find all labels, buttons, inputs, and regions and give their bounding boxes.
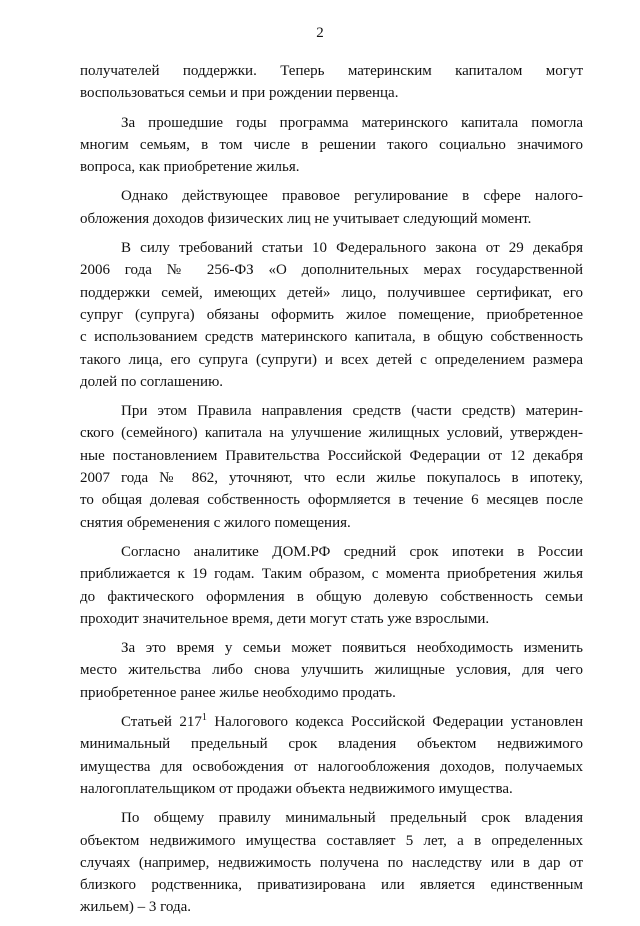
superscript: 1: [201, 712, 207, 724]
text-line: воспользоваться семьи и при рождении первенца.: [80, 85, 399, 102]
text-line: обложения доходов физических лиц не учитывает следующий момент.: [80, 210, 532, 227]
text-line: приобретенное ранее жилье необходимо продать.: [80, 684, 396, 701]
text-line: налогоплательщиком от продажи объекта недвижимого имущества.: [80, 780, 513, 797]
text-line: Согласно аналитике ДОМ.РФ средний срок ипотеки в России: [121, 543, 583, 560]
paragraph: [80, 807, 583, 918]
text-line: ные постановлением Правительства Российской Федерации от 12 декабря: [80, 447, 583, 464]
paragraph: [80, 237, 583, 393]
text-line: жильем) – 3 года.: [80, 899, 191, 916]
text-line: В силу требований статьи 10 Федерального закона от 29 декабря: [121, 240, 583, 257]
document-body: [80, 60, 583, 926]
text-line: минимальный предельный срок владения объектом недвижимого: [80, 736, 583, 753]
text-line: [80, 711, 583, 733]
text-line: По общему правилу минимальный предельный срок владения: [121, 810, 583, 827]
text-line: снятия обременения с жилого помещения.: [80, 514, 351, 531]
text-line: то общая долевая собственность оформляется в течение 6 месяцев после: [80, 492, 583, 509]
paragraph: [80, 711, 583, 800]
text-line: поддержки семей, имеющих детей» лицо, получившее сертификат, его: [80, 284, 583, 301]
text-line: имущества для освобождения от налогообложения доходов, получаемых: [80, 758, 583, 775]
text-line: приближается к 19 годам. Таким образом, с момента приобретения жилья: [80, 566, 583, 583]
page-number: 2: [316, 25, 324, 41]
text-line: объектом недвижимого имущества составляет 5 лет, а в определенных: [80, 832, 583, 849]
text-line: случаях (например, недвижимость получена по наследству или в дар от: [80, 854, 583, 871]
text-line: до фактического оформления в общую долевую собственность семьи: [80, 588, 583, 605]
text-line: близкого родственника, приватизирована или является единственным: [80, 877, 583, 894]
text-line: ского (семейного) капитала на улучшение жилищных условий, утвержден-: [80, 425, 583, 442]
text-line: 2006 года № 256-ФЗ «О дополнительных мерах государственной: [80, 262, 583, 279]
text-line: получателей поддержки. Теперь материнским капиталом могут: [80, 63, 583, 79]
text-line: проходит значительное время, дети могут стать уже взрослыми.: [80, 610, 490, 627]
text-line: с использованием средств материнского капитала, в общую собственность: [80, 329, 583, 346]
paragraph: [80, 185, 583, 230]
text-line: такого лица, его супруга (супруги) и всех детей с определением размера: [80, 351, 583, 368]
text-line: За это время у семьи может появиться необходимость изменить: [121, 640, 583, 657]
paragraph: [80, 637, 583, 704]
text-line: супруг (супруга) обязаны оформить жилое помещение, приобретенное: [80, 306, 583, 323]
text-line: долей по соглашению.: [80, 373, 224, 390]
paragraph: [80, 400, 583, 534]
text-fragment: Статьей 217: [121, 714, 202, 731]
paragraph: [80, 60, 583, 105]
paragraph: [80, 541, 583, 630]
text-line: При этом Правила направления средств (части средств) материн-: [121, 403, 583, 420]
text-line: многим семьям, в том числе в решении такого социально значимого: [80, 136, 583, 153]
text-line: 2007 года № 862, уточняют, что если жилье покупалось в ипотеку,: [80, 470, 583, 487]
text-line: Однако действующее правовое регулирование в сфере налого-: [121, 188, 583, 205]
text-line: место жительства либо снова улучшить жилищные условия, для чего: [80, 662, 583, 679]
text-line: вопроса, как приобретение жилья.: [80, 159, 300, 176]
text-line: За прошедшие годы программа материнского капитала помогла: [121, 114, 583, 131]
text-fragment: Налогового кодекса Российской Федерации установлен: [206, 714, 583, 731]
paragraph: [80, 112, 583, 179]
